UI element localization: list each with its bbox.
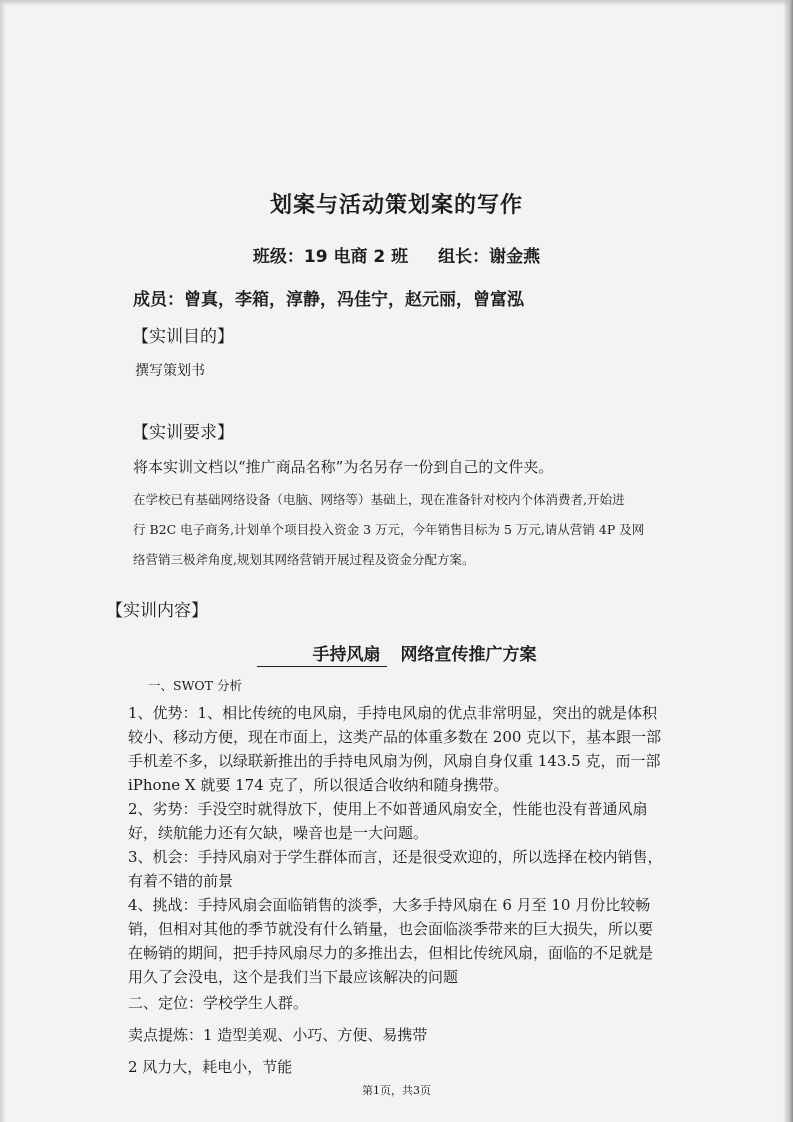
swot-paragraph-line: 有着不错的前景 xyxy=(128,872,234,890)
requirements-heading: 【实训要求】 xyxy=(132,423,234,443)
swot-paragraph-line: 用久了会没电，这个是我们当下最应该解决的问题 xyxy=(128,968,459,986)
swot-paragraph-line: 4、挑战：手持风扇会面临销售的淡季，大多手持风扇在 6 月至 10 月份比较畅 xyxy=(128,896,651,914)
scan-edge-left xyxy=(0,0,6,1122)
document-title: 划案与活动策划案的写作 xyxy=(269,193,523,218)
swot-paragraph-line: 手机差不多，以绿联新推出的手持电风扇为例，风扇自身仅重 143.5 克，而一部 xyxy=(128,752,661,770)
title-blank-underline xyxy=(257,666,307,667)
positioning-line: 二、定位：学校学生人群。 xyxy=(128,994,309,1012)
swot-paragraph-line: 在畅销的期间，把手持风扇尽力的多推出去，但相比传统风扇，面临的不足就是 xyxy=(128,944,654,962)
scan-edge-right xyxy=(783,0,793,1122)
swot-paragraph-line: 好，续航能力还有欠缺，噪音也是一大问题。 xyxy=(128,824,429,842)
objective-text: 撰写策划书 xyxy=(135,363,205,379)
swot-paragraph-line: 销，但相对其他的季节就没有什么销量，也会面临淡季带来的巨大损失，所以要 xyxy=(128,920,654,938)
class-leader-line xyxy=(0,242,793,267)
plan-title-suffix: 网络宣传推广方案 xyxy=(400,645,537,665)
content-heading: 【实训内容】 xyxy=(106,601,208,621)
objective-heading: 【实训目的】 xyxy=(132,327,234,347)
plan-title xyxy=(0,640,793,667)
swot-paragraph-line: iPhone X 就要 174 克了，所以很适合收纳和随身携带。 xyxy=(128,776,509,794)
selling-point-line: 卖点提炼：1 造型美观、小巧、方便、易携带 xyxy=(128,1026,428,1044)
class-label: 班级：19 电商 2 班 xyxy=(252,247,409,267)
requirements-line-2: 在学校已有基础网络设备（电脑、网络等）基础上，现在准备针对校内个体消费者,开始进 xyxy=(133,492,625,507)
swot-paragraph-line: 1、优势：1、相比传统的电风扇，手持电风扇的优点非常明显，突出的就是体积 xyxy=(128,704,658,722)
requirements-line-4: 络营销三极斧角度,规划其网络营销开展过程及资金分配方案。 xyxy=(133,552,475,567)
requirements-line-1: 将本实训文档以“推广商品名称”为名另存一份到自己的文件夹。 xyxy=(133,458,554,476)
leader-label: 组长：谢金燕 xyxy=(438,247,541,267)
scan-edge-top xyxy=(0,0,793,6)
swot-heading: 一、SWOT 分析 xyxy=(148,678,242,693)
requirements-line-3: 行 B2C 电子商务,计划单个项目投入资金 3 万元，今年销售目标为 5 万元,请从营销 4P 及网 xyxy=(133,522,645,537)
members-line: 成员：曾真，李箱，淳静，冯佳宁，赵元丽，曾富泓 xyxy=(133,290,524,310)
product-name: 手持风扇 xyxy=(307,640,387,667)
swot-paragraph-line: 较小、移动方便，现在市面上，这类产品的体重多数在 200 克以下，基本跟一部 xyxy=(128,728,662,746)
swot-paragraph-line: 2、劣势：手没空时就得放下，使用上不如普通风扇安全，性能也没有普通风扇 xyxy=(128,800,648,818)
selling-point-line: 2 风力大，耗电小，节能 xyxy=(128,1058,293,1076)
swot-paragraph-line: 3、机会：手持风扇对于学生群体而言，还是很受欢迎的，所以选择在校内销售， xyxy=(128,848,663,866)
page-number: 第1页，共3页 xyxy=(362,1084,431,1097)
